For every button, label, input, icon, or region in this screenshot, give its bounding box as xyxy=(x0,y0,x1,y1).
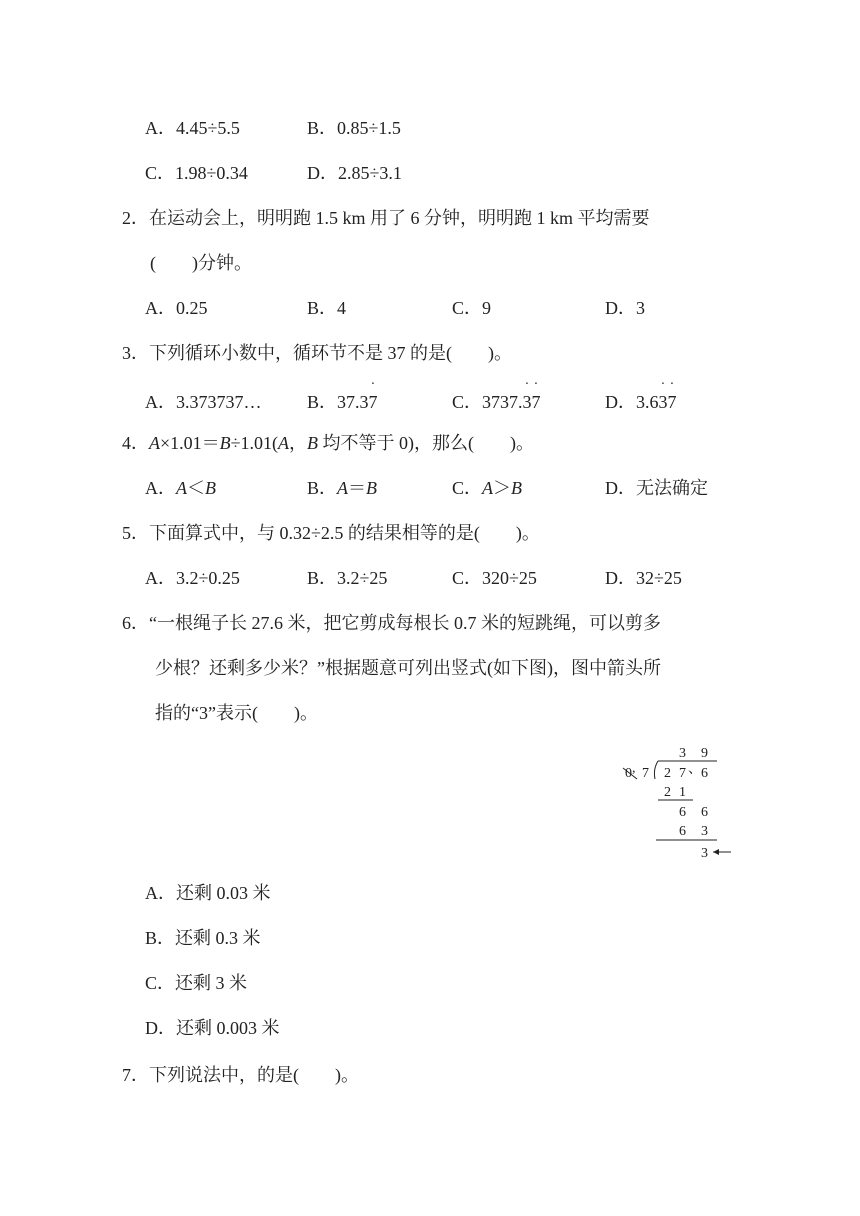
q3-option-b: B．37.3· 7 xyxy=(307,391,378,413)
q5-stem: 5．下面算式中，与 0.32÷2.5 的结果相等的是( )。 xyxy=(122,523,540,543)
q2-option-b: B．4 xyxy=(307,298,347,318)
q6-stem-line3: 指的“3”表示( )。 xyxy=(155,703,318,723)
step-digit: 1 xyxy=(679,785,686,800)
q5-option-a: A．3.2÷0.25 xyxy=(145,568,240,588)
q1-option-b: B．0.85÷1.5 xyxy=(307,118,401,138)
q6-stem-line2: 少根？还剩多少米？”根据题意可列出竖式(如下图)，图中箭头所 xyxy=(155,658,661,678)
dividend-digit: 7 xyxy=(679,766,686,781)
q2-option-d: D．3 xyxy=(605,298,645,318)
q5-option-d: D．32÷25 xyxy=(605,568,682,588)
q3-option-c: C．3737.· 3· 7 xyxy=(452,391,541,413)
dividend-digit: 6 xyxy=(701,766,708,781)
arrow-left-icon xyxy=(713,849,731,855)
decimal-shift-mark: 、 xyxy=(688,762,702,777)
long-division-diagram xyxy=(620,742,740,862)
quotient-digit: 9 xyxy=(701,746,708,761)
step-digit: 3 xyxy=(701,824,708,839)
q5-option-c: C．320÷25 xyxy=(452,568,537,588)
divisor-digit: 0 xyxy=(625,766,632,781)
q4-option-d: D．无法确定 xyxy=(605,478,708,498)
quotient-digit: 3 xyxy=(679,746,686,761)
q3-option-d: D．3.6· 3· 7 xyxy=(605,391,677,413)
remainder-digit: 3 xyxy=(701,846,708,861)
q2-stem-line2: ( )分钟。 xyxy=(150,253,252,273)
q6-option-b: B．还剩 0.3 米 xyxy=(145,928,261,948)
q3-option-a: A．3.373737… xyxy=(145,392,262,412)
q6-option-a: A．还剩 0.03 米 xyxy=(145,883,271,903)
q3-stem: 3．下列循环小数中，循环节不是 37 的是( )。 xyxy=(122,343,512,363)
q1-option-a: A．4.45÷5.5 xyxy=(145,118,240,138)
q4-stem: 4．A×1.01＝B÷1.01(A，B 均不等于 0)，那么( )。 xyxy=(122,433,535,453)
q5-option-b: B．3.2÷25 xyxy=(307,568,388,588)
q4-option-a: A．A＜B xyxy=(145,478,216,498)
q1-option-d: D．2.85÷3.1 xyxy=(307,163,402,183)
q2-option-a: A．0.25 xyxy=(145,298,208,318)
q2-stem-line1: 2．在运动会上，明明跑 1.5 km 用了 6 分钟，明明跑 1 km 平均需要 xyxy=(122,208,650,228)
step-digit: 2 xyxy=(664,785,671,800)
q4-option-b: B．A＝B xyxy=(307,478,378,498)
q6-stem-line1: 6．“一根绳子长 27.6 米，把它剪成每根长 0.7 米的短跳绳，可以剪多 xyxy=(122,613,661,633)
step-digit: 6 xyxy=(701,805,708,820)
q6-option-d: D．还剩 0.003 米 xyxy=(145,1018,280,1038)
q4-option-c: C．A＞B xyxy=(452,478,523,498)
decimal-shift-mark: , xyxy=(632,761,636,776)
divisor-digit: 7 xyxy=(642,766,649,781)
step-digit: 6 xyxy=(679,824,686,839)
q2-option-c: C．9 xyxy=(452,298,492,318)
dividend-digit: 2 xyxy=(664,766,671,781)
q1-option-c: C．1.98÷0.34 xyxy=(145,163,248,183)
step-digit: 6 xyxy=(679,805,686,820)
q6-option-c: C．还剩 3 米 xyxy=(145,973,248,993)
q7-stem: 7．下列说法中，的是( )。 xyxy=(122,1065,359,1085)
